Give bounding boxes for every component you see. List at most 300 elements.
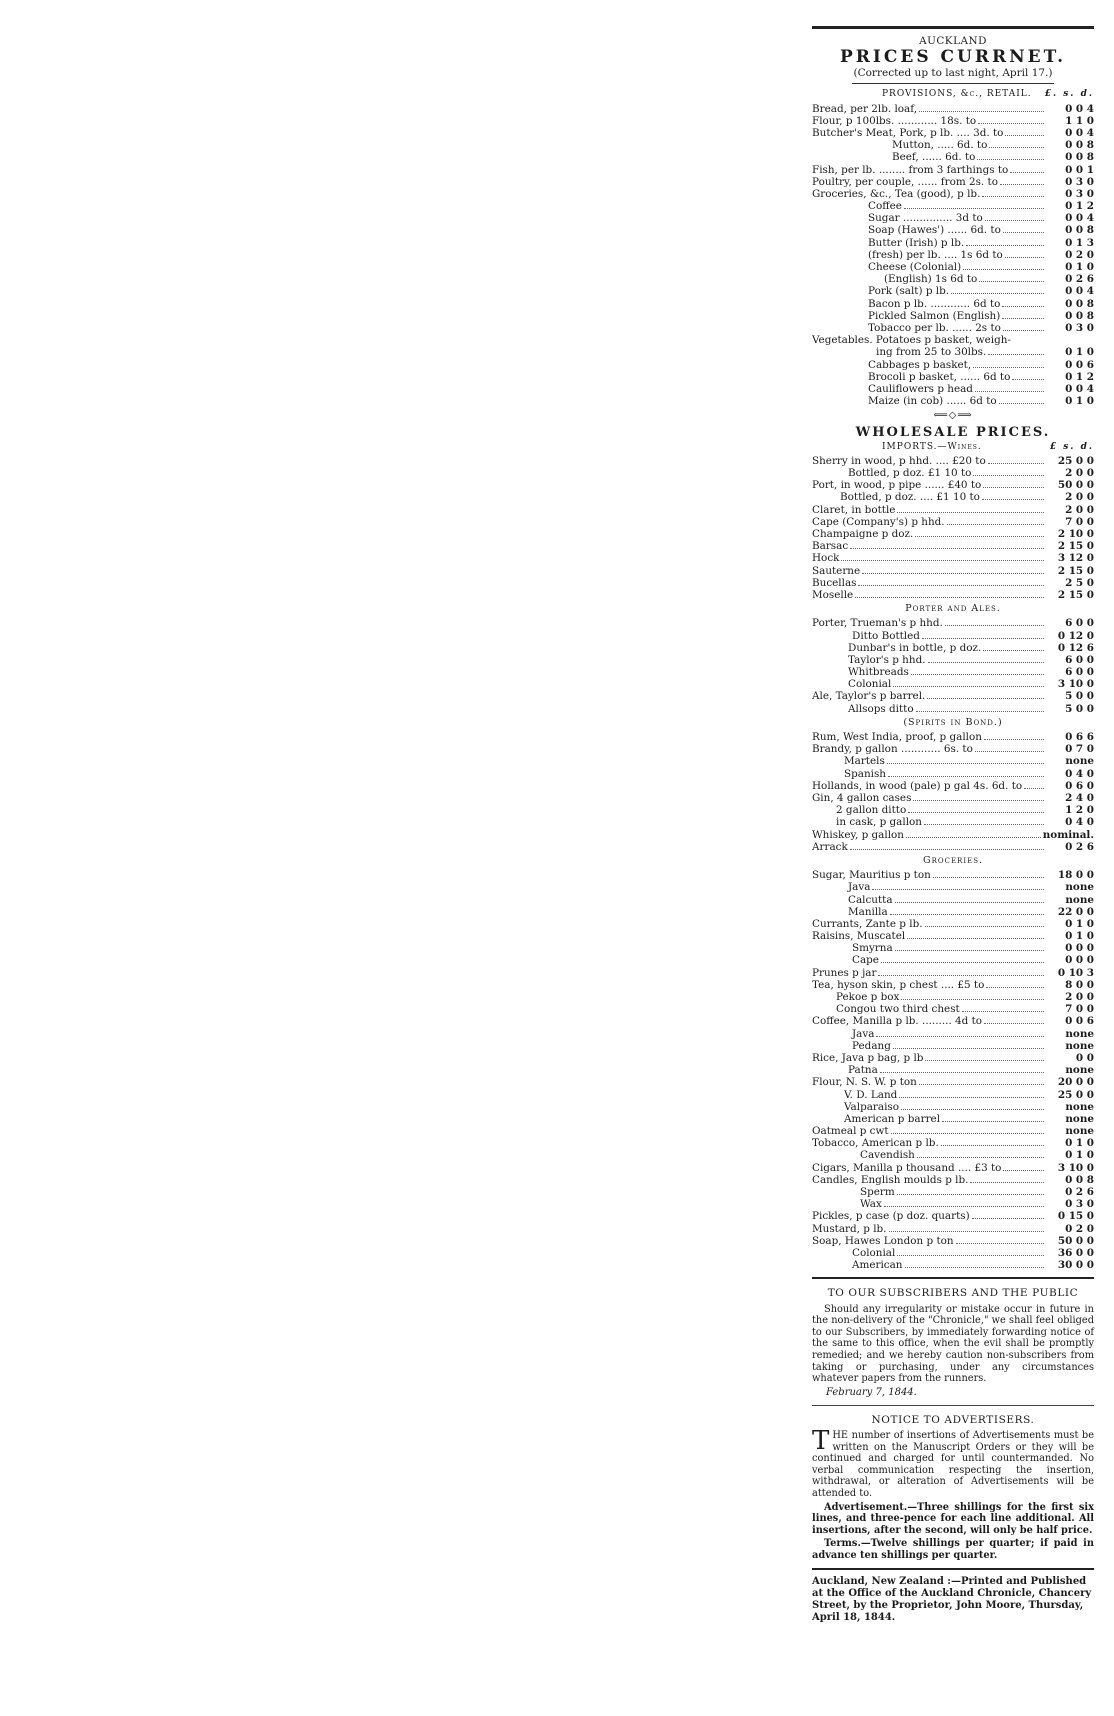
retail-heading: PROVISIONS, &c., RETAIL. (882, 89, 1032, 100)
item-price: 2 15 0 (1057, 564, 1094, 577)
item-price: none (1065, 1100, 1094, 1113)
item-price: 50 0 0 (1057, 479, 1094, 492)
item-price: 0 12 6 (1057, 641, 1094, 654)
item-price: 0 2 6 (1065, 273, 1094, 286)
item-label: Bucellas (812, 576, 857, 589)
advertisers-notice-heading: NOTICE TO ADVERTISERS. (871, 1413, 1035, 1426)
spirits-heading: (Spirits in Bond.) (903, 716, 1003, 728)
dot-leader (1012, 379, 1044, 380)
item-label: ing from 25 to 30lbs. (876, 346, 987, 359)
dot-leader (915, 536, 1044, 537)
item-label: Cabbages p basket, (868, 358, 972, 371)
section-rule (812, 1405, 1094, 1406)
dot-leader (889, 1231, 1045, 1232)
dot-leader (908, 812, 1044, 813)
price-row (812, 237, 1094, 249)
dot-leader (941, 1145, 1044, 1146)
dot-leader (872, 889, 1044, 890)
price-row (812, 841, 1094, 853)
item-price: none (1065, 893, 1094, 906)
item-label: (fresh) per lb. .... 1s 6d to (868, 248, 1003, 261)
dot-leader (1003, 232, 1044, 233)
item-price: 1 2 0 (1065, 804, 1094, 817)
section-rule (812, 1277, 1094, 1279)
dot-leader (988, 463, 1044, 464)
price-row (812, 617, 1094, 629)
item-price: nominal. (1042, 828, 1094, 841)
item-label: Wax (860, 1198, 882, 1211)
price-row (812, 1076, 1094, 1088)
item-price: 2 5 0 (1065, 576, 1094, 589)
price-row (812, 954, 1094, 966)
dot-leader (901, 999, 1044, 1000)
dot-leader (963, 269, 1044, 270)
dot-leader (984, 739, 1044, 740)
item-label: Sherry in wood, p hhd. .... £20 to (812, 454, 986, 467)
wholesale-currency-header: £ s. d. (1049, 441, 1094, 452)
price-row (812, 200, 1094, 212)
item-label: Flour, N. S. W. p ton (812, 1076, 917, 1089)
dot-leader (1002, 318, 1044, 319)
item-price: 3 10 0 (1057, 1161, 1094, 1174)
dot-leader (899, 1097, 1044, 1098)
price-row (812, 1003, 1094, 1015)
item-label: Beef, ...... 6d. to (892, 151, 976, 164)
item-price: none (1065, 881, 1094, 894)
item-label: Allsops ditto (848, 702, 914, 715)
dot-leader (975, 391, 1044, 392)
item-price: 0 0 4 (1065, 212, 1094, 225)
price-row (812, 780, 1094, 792)
newspaper-column (812, 26, 1094, 1624)
price-row (812, 139, 1094, 151)
dot-leader (925, 926, 1044, 927)
dot-leader (975, 751, 1044, 752)
item-price: 0 0 4 (1065, 382, 1094, 395)
item-label: 2 gallon ditto (836, 804, 907, 817)
item-price: 0 0 4 (1065, 285, 1094, 298)
price-row (812, 743, 1094, 755)
item-price: 0 2 0 (1065, 248, 1094, 261)
price-row (812, 516, 1094, 528)
dot-leader (973, 367, 1044, 368)
price-row (812, 991, 1094, 1003)
dot-leader (876, 1036, 1044, 1037)
item-label: Vegetables. Potatoes p basket, weigh- (812, 334, 1011, 347)
item-label: Butcher's Meat, Pork, p lb. .... 3d. to (812, 126, 1004, 139)
price-row (812, 371, 1094, 383)
price-row (812, 1015, 1094, 1027)
dot-leader (933, 877, 1044, 878)
item-price: 0 1 0 (1065, 1137, 1094, 1150)
item-label: Java (848, 881, 871, 894)
price-row (812, 1198, 1094, 1210)
item-label: Arrack (812, 840, 848, 853)
price-row (812, 1247, 1094, 1259)
price-row (812, 894, 1094, 906)
price-row (812, 176, 1094, 188)
subscribers-notice-heading: TO OUR SUBSCRIBERS AND THE PUBLIC (827, 1287, 1079, 1300)
subscription-terms: Terms.—Twelve shillings per quarter; if paid in advance ten shillings per quarter. (812, 1538, 1094, 1562)
dot-leader (881, 962, 1044, 963)
item-label: Groceries, &c., Tea (good), p lb. (812, 187, 981, 200)
price-row (812, 666, 1094, 678)
dot-leader (862, 573, 1044, 574)
dot-leader (942, 1121, 1044, 1122)
item-label: Bacon p lb. ............ 6d to (868, 297, 1001, 310)
item-label: Prunes p jar (812, 966, 877, 979)
item-price: 0 0 8 (1065, 309, 1094, 322)
price-row (812, 455, 1094, 467)
item-price: 50 0 0 (1057, 1234, 1094, 1247)
item-label: Bottled, p doz. .... £1 10 to (840, 491, 980, 504)
price-row (812, 1028, 1094, 1040)
price-row (812, 310, 1094, 322)
item-price: 0 0 6 (1065, 358, 1094, 371)
dot-leader (973, 475, 1044, 476)
item-price: 2 0 0 (1065, 991, 1094, 1004)
price-row (812, 816, 1094, 828)
groceries-price-list (812, 869, 1094, 1271)
dot-leader (917, 1157, 1044, 1158)
location-label: AUCKLAND (919, 35, 987, 47)
dot-leader (919, 111, 1044, 112)
price-row (812, 1125, 1094, 1137)
dot-leader (850, 548, 1044, 549)
item-price: none (1065, 1064, 1094, 1077)
price-row (812, 224, 1094, 236)
price-row (812, 479, 1094, 491)
item-label: Mustard, p lb. (812, 1222, 887, 1235)
price-row (812, 1186, 1094, 1198)
dot-leader (999, 403, 1044, 404)
item-price: 0 0 4 (1065, 126, 1094, 139)
wine-price-list (812, 455, 1094, 601)
item-label: Rum, West India, proof, p gallon (812, 731, 982, 744)
groceries-heading: Groceries. (922, 854, 984, 866)
item-label: Poultry, per couple, ...... from 2s. to (812, 175, 998, 188)
item-price: none (1065, 1125, 1094, 1138)
price-row (812, 1052, 1094, 1064)
price-row (812, 273, 1094, 285)
item-label: Pekoe p box (836, 991, 900, 1004)
item-label: Gin, 4 gallon cases (812, 792, 912, 804)
item-label: Cape (Company's) p hhd. (812, 515, 945, 528)
item-price: 0 1 0 (1065, 346, 1094, 359)
dot-leader (906, 837, 1041, 838)
imports-header (812, 441, 1094, 453)
item-label: Porter, Trueman's p hhd. (812, 617, 943, 630)
item-price: none (1065, 1112, 1094, 1125)
item-price: 2 15 0 (1057, 540, 1094, 553)
dot-leader (1003, 1170, 1044, 1171)
price-row (812, 1162, 1094, 1174)
item-label: American (852, 1259, 903, 1272)
dot-leader (1000, 184, 1044, 185)
item-label: Moselle (812, 588, 854, 601)
item-label: Bottled, p doz. £1 10 to (848, 467, 972, 480)
price-row (812, 654, 1094, 666)
dot-leader (895, 902, 1044, 903)
dot-leader (962, 1011, 1044, 1012)
price-row (812, 395, 1094, 407)
price-row (812, 1101, 1094, 1113)
item-label: Raisins, Muscatel (812, 930, 906, 943)
item-label: Sauterne (812, 564, 861, 577)
price-row (812, 565, 1094, 577)
drop-cap: T (812, 1426, 830, 1457)
price-row (812, 383, 1094, 395)
item-price: 0 4 0 (1065, 816, 1094, 829)
item-label: Brandy, p gallon ............ 6s. to (812, 743, 973, 756)
item-label: Pedang (852, 1039, 891, 1052)
item-price: 0 1 2 (1065, 200, 1094, 213)
item-price: 22 0 0 (1057, 905, 1094, 918)
price-row (812, 1113, 1094, 1125)
item-price: 0 0 8 (1065, 224, 1094, 237)
dot-leader (982, 499, 1044, 500)
retail-header (812, 88, 1094, 100)
price-row (812, 552, 1094, 564)
dot-leader (988, 354, 1044, 355)
price-row (812, 1210, 1094, 1222)
price-row (812, 467, 1094, 479)
item-label: Soap (Hawes') ...... 6d. to (868, 224, 1001, 237)
item-price: 0 12 0 (1057, 629, 1094, 642)
dot-leader (989, 147, 1044, 148)
dot-leader (897, 1255, 1044, 1256)
dot-leader (855, 597, 1044, 598)
item-price: 0 2 6 (1065, 1186, 1094, 1199)
advertisers-notice-body (812, 1426, 1094, 1500)
price-row (812, 930, 1094, 942)
price-row (812, 1089, 1094, 1101)
item-label: Flour, p 100lbs. ............ 18s. to (812, 114, 977, 127)
dot-leader (897, 512, 1044, 513)
price-row (812, 1149, 1094, 1161)
dot-leader (983, 650, 1044, 651)
item-label: Coffee (868, 200, 902, 213)
item-label: Sugar, Mauritius p ton (812, 869, 931, 882)
price-row (812, 359, 1094, 371)
price-row (812, 249, 1094, 261)
item-price: none (1065, 1039, 1094, 1052)
price-row (812, 334, 1094, 346)
corrected-note: (Corrected up to last night, April 17.) (853, 67, 1053, 80)
price-row (812, 346, 1094, 358)
dot-leader (966, 245, 1044, 246)
price-row (812, 577, 1094, 589)
dot-leader (897, 1194, 1044, 1195)
item-label: (English) 1s 6d to (884, 273, 978, 286)
item-price: 0 0 (1075, 1051, 1094, 1064)
dot-leader (901, 1109, 1044, 1110)
item-label: Sugar ............... 3d to (868, 212, 983, 225)
item-price: 0 1 2 (1065, 370, 1094, 383)
item-label: Taylor's p hhd. (848, 653, 926, 666)
dot-leader (947, 524, 1044, 525)
advertisement-rates: Advertisement.—Three shillings for the first six lines, and three-pence for each line additional. All insertions, after the second, will only be half price. (812, 1501, 1094, 1536)
dot-leader (884, 1206, 1044, 1207)
item-label: Valparaiso (844, 1100, 899, 1113)
item-label: Whiskey, p gallon (812, 828, 904, 841)
price-row (812, 285, 1094, 297)
page-title: PRICES CURRNET. (839, 47, 1067, 68)
price-row (812, 979, 1094, 991)
item-label: Claret, in bottle (812, 503, 896, 516)
item-label: Maize (in cob) ...... 6d to (868, 395, 997, 408)
dot-leader (858, 585, 1044, 586)
dot-leader (893, 1048, 1044, 1049)
item-label: Bread, per 2lb. loaf, (812, 102, 918, 115)
item-price: 25 0 0 (1057, 1088, 1094, 1101)
item-price: 6 0 0 (1065, 666, 1094, 679)
imprint: Auckland, New Zealand :—Printed and Published at the Office of the Auckland Chronicle, Chancery Street, by the Proprietor, John Moore, Thursday, April 18, 1844. (812, 1575, 1092, 1623)
dot-leader (945, 625, 1044, 626)
item-price: 6 0 0 (1065, 653, 1094, 666)
dot-leader (928, 662, 1044, 663)
item-label: Mutton, ..... 6d. to (892, 139, 988, 152)
price-row (812, 127, 1094, 139)
item-label: Smyrna (852, 942, 893, 955)
item-price: none (1065, 1027, 1094, 1040)
item-label: Currants, Zante p lb. (812, 917, 923, 930)
porter-price-list (812, 617, 1094, 715)
dot-leader (922, 638, 1044, 639)
item-price: 2 4 0 (1065, 792, 1094, 804)
price-row (812, 642, 1094, 654)
item-price: 6 0 0 (1065, 617, 1094, 630)
item-label: Brocoli p basket, ...... 6d to (868, 370, 1011, 383)
dot-leader (1005, 135, 1044, 136)
item-label: Candles, English moulds p lb. (812, 1173, 969, 1186)
top-rule (812, 26, 1094, 29)
dot-leader (978, 123, 1044, 124)
dot-leader (919, 1084, 1044, 1085)
item-price: 0 0 6 (1065, 1015, 1094, 1028)
price-row (812, 768, 1094, 780)
item-label: V. D. Land (844, 1088, 898, 1101)
section-rule (812, 1568, 1094, 1570)
dot-leader (887, 763, 1044, 764)
spirits-price-list (812, 731, 1094, 853)
dot-leader (904, 208, 1044, 209)
price-row (812, 115, 1094, 127)
wholesale-heading: WHOLESALE PRICES. (855, 424, 1051, 440)
price-row (812, 589, 1094, 601)
dot-leader (979, 281, 1044, 282)
porter-heading: Porter and Ales. (905, 603, 1001, 615)
item-price: 0 0 0 (1065, 942, 1094, 955)
price-row (812, 212, 1094, 224)
item-price: 0 1 0 (1065, 261, 1094, 274)
item-price: 0 0 0 (1065, 954, 1094, 967)
item-label: Cheese (Colonial) (868, 261, 962, 274)
price-row (812, 322, 1094, 334)
advertisers-notice-text: HE number of insertions of Advertisements must be written on the Manuscript Orders or they will be continued and charged for until countermanded. No verbal communication respecting the insertion, withdrawal, or alteration of Advertisements will be attended to. (812, 1430, 1094, 1500)
retail-price-list (812, 103, 1094, 408)
item-price: 2 0 0 (1065, 467, 1094, 480)
price-row (812, 1064, 1094, 1076)
item-price: 0 10 3 (1057, 966, 1094, 979)
item-label: Manilla (848, 905, 888, 918)
item-price: 2 10 0 (1057, 528, 1094, 541)
item-label: Hock (812, 552, 840, 565)
item-label: Rice, Java p bag, p lb (812, 1051, 924, 1064)
retail-currency-header: £. s. d. (1044, 89, 1094, 100)
item-price: 5 0 0 (1065, 702, 1094, 715)
item-price: 8 0 0 (1065, 978, 1094, 991)
item-price: 0 1 3 (1065, 236, 1094, 249)
item-label: Cigars, Manilla p thousand .... £3 to (812, 1161, 1002, 1174)
price-row (812, 1259, 1094, 1271)
item-label: Coffee, Manilla p lb. ......... 4d to (812, 1015, 983, 1028)
dot-leader (878, 975, 1044, 976)
price-row (812, 164, 1094, 176)
item-label: American p barrel (844, 1112, 941, 1125)
item-label: Tea, hyson skin, p chest .... £5 to (812, 978, 985, 991)
subscribers-notice-date: February 7, 1844. (826, 1386, 917, 1398)
dot-leader (924, 824, 1044, 825)
price-row (812, 528, 1094, 540)
price-row (812, 298, 1094, 310)
item-label: Pork (salt) p lb. (868, 285, 950, 298)
item-label: Port, in wood, p pipe ...... £40 to (812, 479, 982, 492)
item-label: Martels (844, 755, 885, 768)
item-label: in cask, p gallon (836, 816, 922, 829)
item-price: 18 0 0 (1057, 869, 1094, 882)
item-price: 0 0 8 (1065, 139, 1094, 152)
price-row (812, 504, 1094, 516)
item-label: Tobacco, American p lb. (812, 1137, 939, 1150)
price-row (812, 869, 1094, 881)
price-row (812, 1174, 1094, 1186)
item-label: Ditto Bottled (852, 629, 920, 642)
price-row (812, 829, 1094, 841)
item-price: 2 0 0 (1065, 491, 1094, 504)
item-label: Colonial (852, 1246, 896, 1259)
item-price: 1 1 0 (1065, 114, 1094, 127)
item-price: 0 0 4 (1065, 102, 1094, 115)
item-label: Patna (848, 1064, 878, 1077)
item-price: 2 15 0 (1057, 588, 1094, 601)
item-label: Colonial (848, 678, 892, 691)
dot-leader (1003, 330, 1044, 331)
subscribers-notice-body: Should any irregularity or mistake occur in future in the non-delivery of the "Chronicle," we shall feel obliged to our Subscribers, by immediately forwarding notice of the same to this office, when the evil shall be promptly remedied; and we hereby caution non-subscribers from taking or purchasing, under any circumstances whatever papers from the runners. (812, 1303, 1094, 1385)
dot-leader (983, 487, 1044, 488)
dot-leader (913, 800, 1044, 801)
price-row (812, 678, 1094, 690)
dot-leader (841, 560, 1044, 561)
dot-leader (977, 159, 1044, 160)
item-label: Sperm (860, 1186, 895, 1199)
price-row (812, 151, 1094, 163)
dot-leader (905, 1267, 1044, 1268)
item-label: Soap, Hawes London p ton (812, 1234, 954, 1247)
price-row (812, 804, 1094, 816)
item-price: 2 0 0 (1065, 503, 1094, 516)
item-price: 0 0 1 (1065, 163, 1094, 176)
dot-leader (956, 1243, 1044, 1244)
divider (852, 83, 1054, 84)
item-price: 36 0 0 (1057, 1246, 1094, 1259)
item-label: Whitbreads (848, 666, 909, 679)
dot-leader (985, 220, 1044, 221)
dot-leader (972, 1218, 1044, 1219)
item-price: 0 0 8 (1065, 151, 1094, 164)
price-row (812, 792, 1094, 804)
item-price: 0 4 0 (1065, 767, 1094, 780)
